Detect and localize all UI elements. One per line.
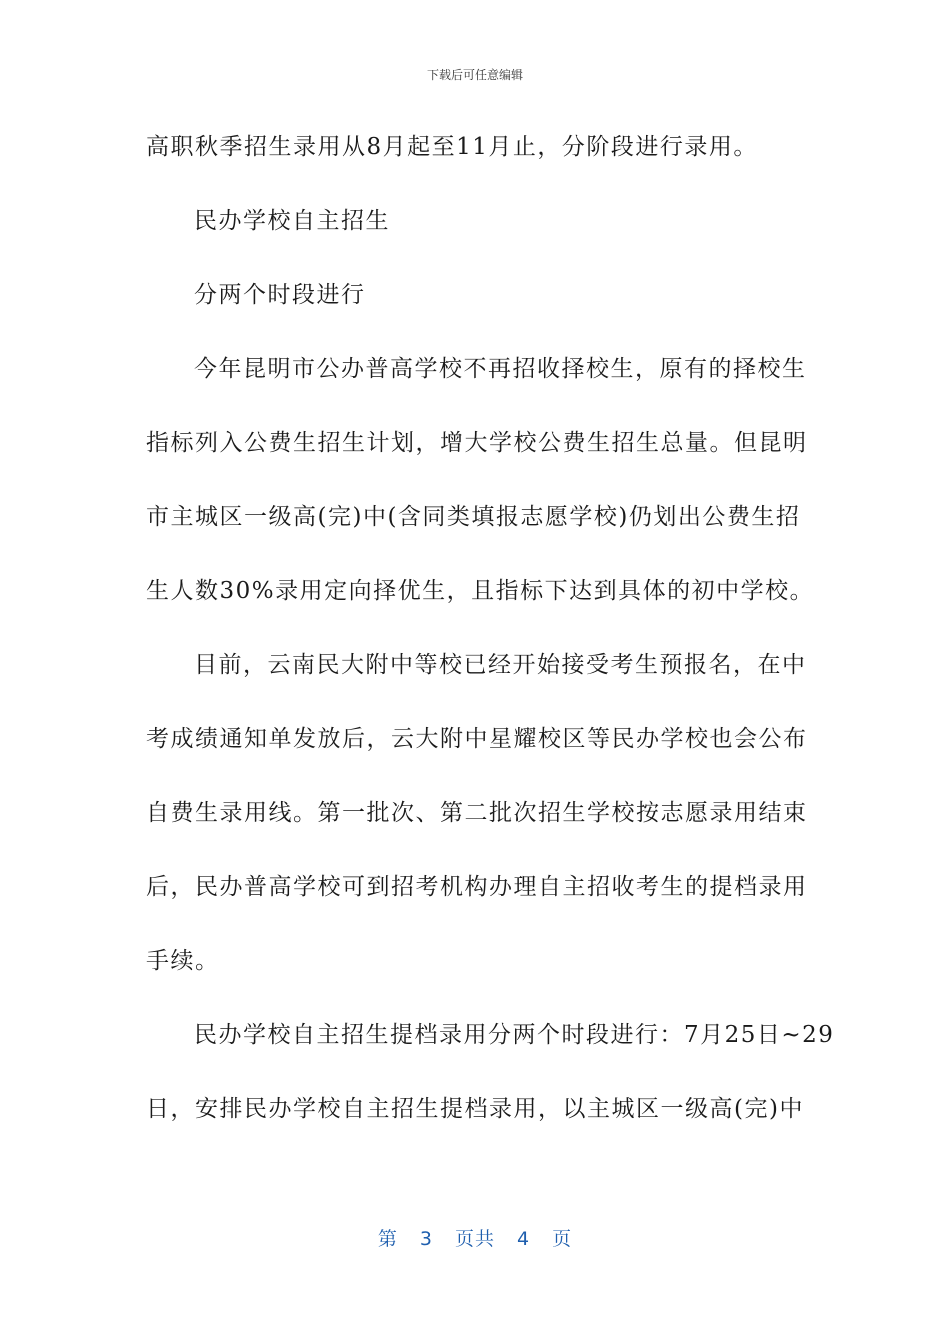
text-line-5: 指标列入公费生招生计划，增大学校公费生招生总量。但昆明: [146, 430, 808, 456]
text-line-1: 高职秋季招生录用从8月起至11月止，分阶段进行录用。: [146, 134, 758, 160]
text-line-6: 市主城区一级高(完)中(含同类填报志愿学校)仍划出公费生招: [146, 504, 801, 530]
text-line-7: 生人数30%录用定向择优生，且指标下达到具体的初中学校。: [146, 578, 815, 604]
footer-suffix: 页: [552, 1228, 573, 1250]
text-line-3: 分两个时段进行: [194, 282, 366, 308]
text-line-4: 今年昆明市公办普高学校不再招收择校生，原有的择校生: [194, 356, 807, 382]
text-line-12: 手续。: [146, 948, 220, 974]
text-line-11: 后，民办普高学校可到招考机构办理自主招收考生的提档录用: [146, 874, 808, 900]
page-header-note: 下载后可任意编辑: [426, 68, 523, 82]
text-line-14: 日，安排民办学校自主招生提档录用，以主城区一级高(完)中: [146, 1096, 804, 1122]
page-footer: [0, 1224, 950, 1251]
footer-middle: 页共: [454, 1228, 495, 1250]
document-body: [146, 120, 835, 1156]
text-line-8: 目前，云南民大附中等校已经开始接受考生预报名，在中: [194, 652, 807, 678]
footer-prefix: 第: [377, 1228, 398, 1250]
footer-current-page: 3: [419, 1228, 433, 1250]
footer-total-pages: 4: [517, 1228, 531, 1250]
text-line-2: 民办学校自主招生: [194, 208, 390, 234]
text-line-13: 民办学校自主招生提档录用分两个时段进行：7月25日~29: [194, 1022, 835, 1048]
text-line-9: 考成绩通知单发放后，云大附中星耀校区等民办学校也会公布: [146, 726, 808, 752]
text-line-10: 自费生录用线。第一批次、第二批次招生学校按志愿录用结束: [146, 800, 808, 826]
